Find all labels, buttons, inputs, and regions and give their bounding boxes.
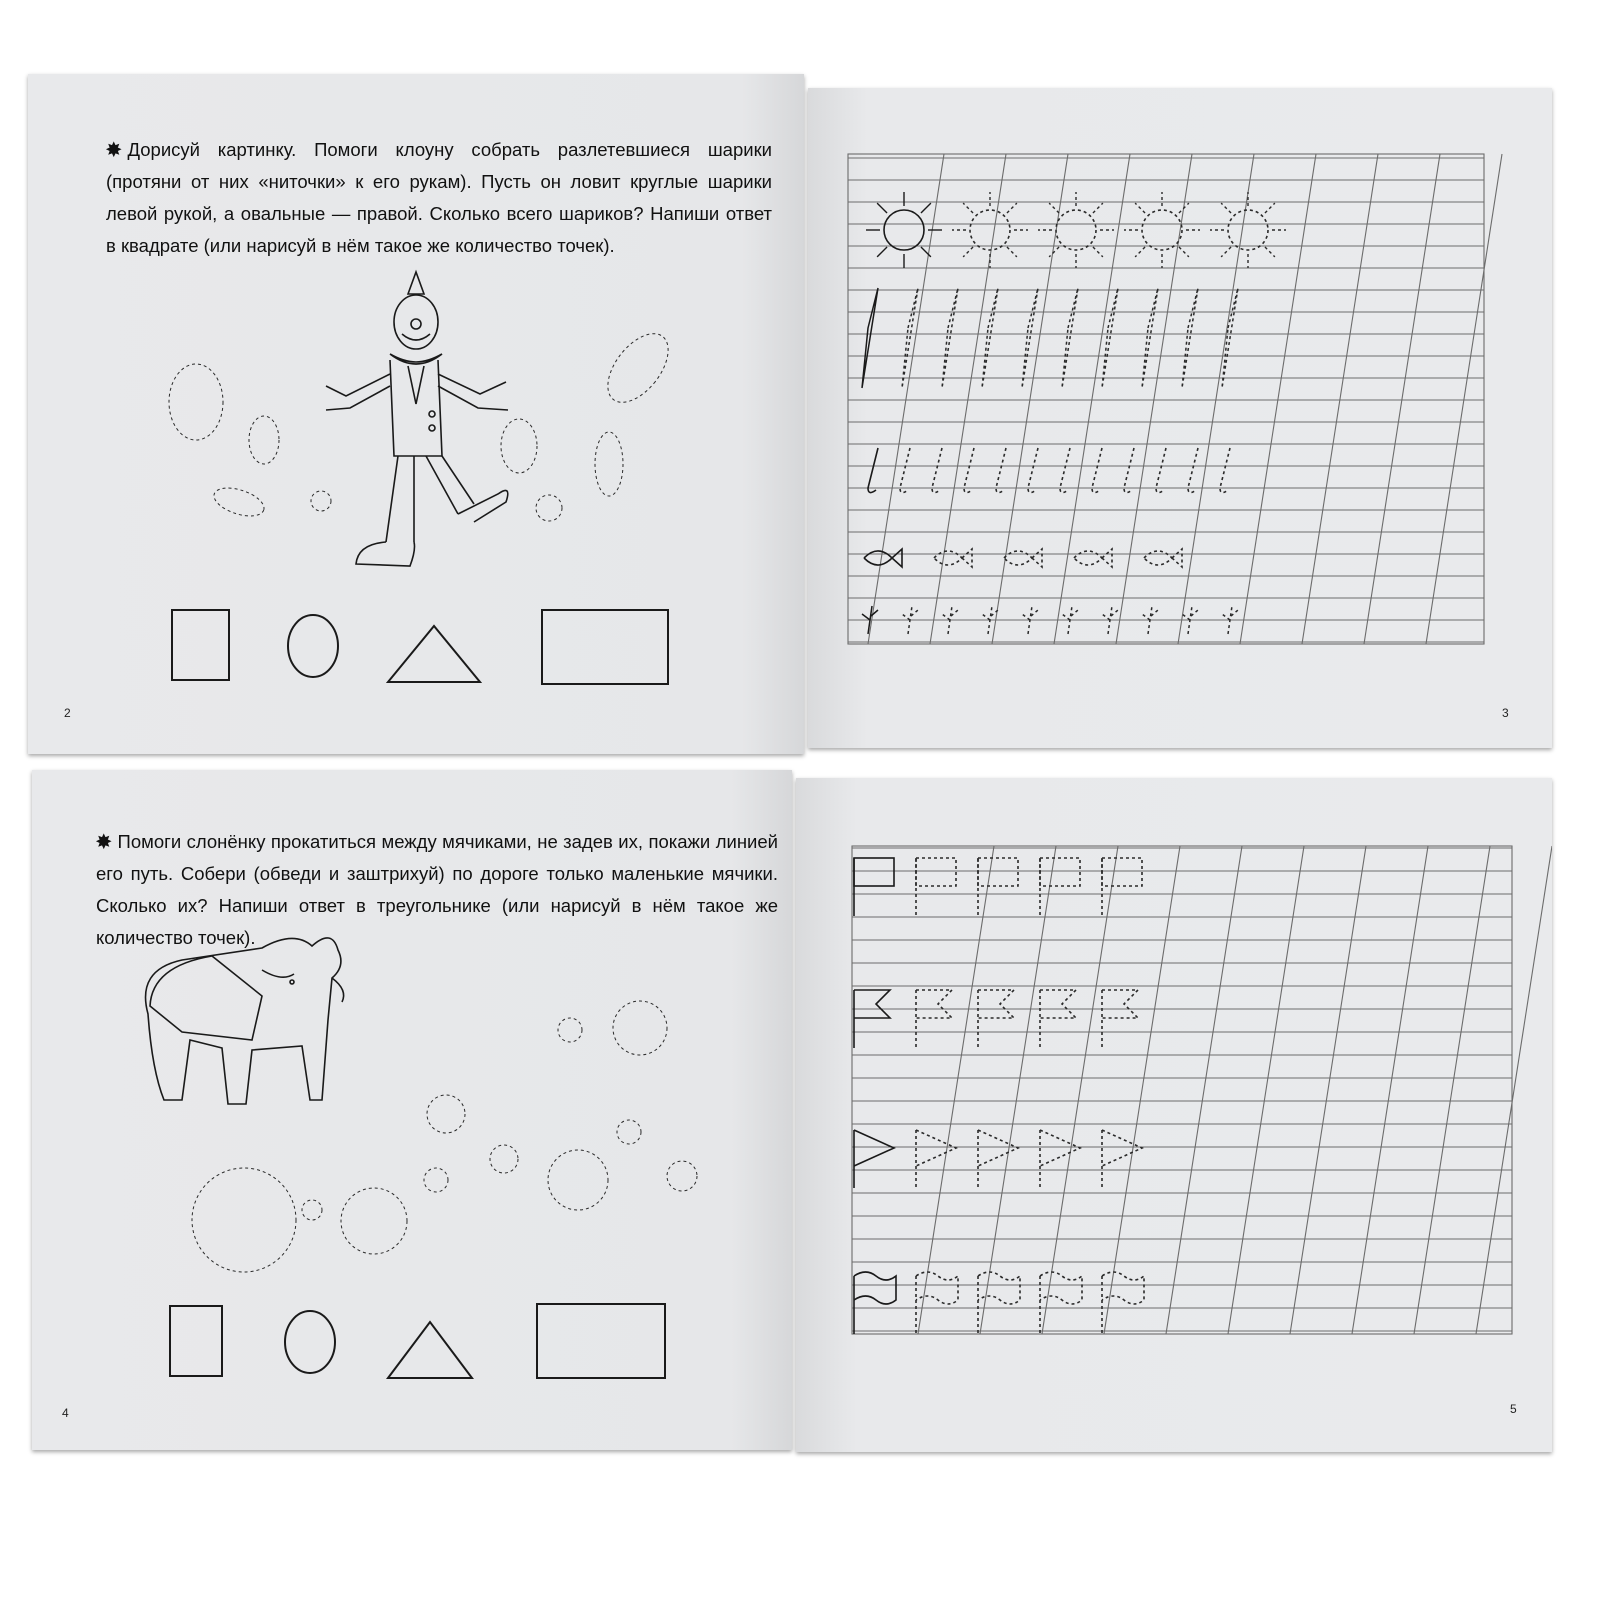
hook-stroke-icon[interactable] bbox=[1156, 448, 1166, 493]
ball-large-1[interactable] bbox=[341, 1188, 407, 1254]
ball-medium-2[interactable] bbox=[613, 1001, 667, 1055]
balloon-oval-6[interactable] bbox=[595, 432, 623, 496]
sun-icon bbox=[866, 192, 942, 268]
notched-flag-icon[interactable] bbox=[916, 990, 952, 1048]
copy-row-carrot bbox=[862, 288, 1238, 388]
carrot-icon[interactable] bbox=[942, 288, 958, 388]
notched-flag-icon[interactable] bbox=[978, 990, 1014, 1048]
copy-row-hook-stroke bbox=[868, 448, 1230, 493]
hook-stroke-icon[interactable] bbox=[1060, 448, 1070, 493]
task-marker: ✸ bbox=[106, 139, 122, 160]
square-flag-icon[interactable] bbox=[916, 858, 956, 916]
fish-icon[interactable] bbox=[1144, 549, 1182, 567]
hook-stroke-icon[interactable] bbox=[1220, 448, 1230, 493]
fish-icon[interactable] bbox=[1004, 549, 1042, 567]
balloon-oval-2[interactable] bbox=[249, 416, 279, 464]
ball-large-2[interactable] bbox=[548, 1150, 608, 1210]
notched-flag-icon bbox=[854, 990, 890, 1048]
hook-stroke-icon[interactable] bbox=[1124, 448, 1134, 493]
hook-stroke-icon[interactable] bbox=[964, 448, 974, 493]
carrot-icon bbox=[862, 288, 878, 388]
triangle-flag-icon bbox=[854, 1130, 894, 1188]
hook-stroke-icon[interactable] bbox=[1092, 448, 1102, 493]
hook-stroke-icon[interactable] bbox=[932, 448, 942, 493]
notched-flag-icon[interactable] bbox=[1102, 990, 1138, 1048]
answer-rectangle[interactable] bbox=[542, 610, 668, 684]
hook-stroke-icon[interactable] bbox=[1028, 448, 1038, 493]
balloon-oval-5[interactable] bbox=[501, 419, 537, 473]
carrot-icon[interactable] bbox=[1182, 288, 1198, 388]
wavy-flag-icon bbox=[854, 1272, 896, 1334]
triangle-flag-icon[interactable] bbox=[978, 1130, 1018, 1188]
ball-medium-1[interactable] bbox=[427, 1095, 465, 1133]
page-number: 2 bbox=[64, 706, 71, 720]
fish-icon[interactable] bbox=[934, 549, 972, 567]
ball-small-5[interactable] bbox=[617, 1120, 641, 1144]
carrot-icon[interactable] bbox=[1142, 288, 1158, 388]
carrot-icon[interactable] bbox=[982, 288, 998, 388]
sun-icon[interactable] bbox=[1210, 192, 1286, 268]
carrot-icon[interactable] bbox=[1022, 288, 1038, 388]
copy-row-sun bbox=[866, 192, 1286, 268]
copy-row-notched-flag bbox=[854, 990, 1138, 1048]
task-instructions: Помоги слонёнку прокатиться между мячиками, не задев их, покажи линией его путь. Собери (обведи и заштрихуй) по дороге только маленькие мячики. Сколько их? Напиши ответ в треугольнике (или нарисуй в нём такое же количество точек). bbox=[96, 831, 778, 948]
hook-stroke-icon[interactable] bbox=[1188, 448, 1198, 493]
answer-circle[interactable] bbox=[288, 615, 338, 677]
grid-lines bbox=[848, 154, 1502, 644]
answer-triangle[interactable] bbox=[388, 626, 480, 682]
elephant-illustration bbox=[32, 770, 792, 1410]
carrot-icon[interactable] bbox=[1062, 288, 1078, 388]
page-number: 5 bbox=[1510, 1402, 1517, 1416]
balloon-oval-1[interactable] bbox=[169, 364, 223, 440]
fish-icon[interactable] bbox=[1074, 549, 1112, 567]
carrot-icon[interactable] bbox=[1102, 288, 1118, 388]
notched-flag-icon[interactable] bbox=[1040, 990, 1076, 1048]
triangle-flag-icon[interactable] bbox=[916, 1130, 956, 1188]
ball-small-3[interactable] bbox=[490, 1145, 518, 1173]
grid-lines bbox=[852, 846, 1552, 1334]
hook-stroke-icon bbox=[868, 448, 878, 493]
page-4 bbox=[32, 770, 792, 1450]
copy-grid-bottom bbox=[796, 778, 1552, 1452]
ball-large-under-elephant[interactable] bbox=[192, 1168, 296, 1272]
ball-small-2[interactable] bbox=[424, 1168, 448, 1192]
page-number: 4 bbox=[62, 1406, 69, 1420]
copy-row-fish bbox=[864, 549, 1182, 567]
page-number: 3 bbox=[1502, 706, 1509, 720]
fish-icon bbox=[864, 549, 902, 567]
balloon-oval-3[interactable] bbox=[211, 483, 268, 522]
triangle-flag-icon[interactable] bbox=[1102, 1130, 1142, 1188]
balloon-round-1[interactable] bbox=[311, 491, 331, 511]
balloon-oval-4[interactable] bbox=[596, 323, 680, 413]
triangle-flag-icon[interactable] bbox=[1040, 1130, 1080, 1188]
task-marker: ✸ bbox=[96, 831, 112, 852]
copy-row-square-flag bbox=[854, 858, 1142, 916]
page-3 bbox=[808, 88, 1552, 748]
page-2 bbox=[28, 74, 804, 754]
task-instructions: Дорисуй картинку. Помоги клоуну собрать разлетевшиеся шарики (протяни от них «ниточки» к его рукам). Пусть он ловит круглые шарики левой рукой, а овальные — правой. Сколько всего шариков? Напиши ответ в квадрате (или нарисуй в нём такое же количество точек). bbox=[106, 139, 772, 256]
sun-icon[interactable] bbox=[1124, 192, 1200, 268]
ball-small-6[interactable] bbox=[667, 1161, 697, 1191]
copy-row-wavy-flag bbox=[854, 1272, 1144, 1334]
page-5 bbox=[796, 778, 1552, 1452]
answer-square[interactable] bbox=[172, 610, 229, 680]
clown-icon bbox=[326, 272, 508, 566]
hook-stroke-icon[interactable] bbox=[900, 448, 910, 493]
answer-triangle[interactable] bbox=[388, 1322, 472, 1378]
sun-icon[interactable] bbox=[1038, 192, 1114, 268]
copy-grid-top bbox=[808, 88, 1552, 748]
elephant-icon bbox=[146, 938, 344, 1104]
square-flag-icon bbox=[854, 858, 894, 916]
hook-stroke-icon[interactable] bbox=[996, 448, 1006, 493]
answer-square[interactable] bbox=[170, 1306, 222, 1376]
balloon-round-2[interactable] bbox=[536, 495, 562, 521]
sun-icon[interactable] bbox=[952, 192, 1028, 268]
ball-small-4[interactable] bbox=[558, 1018, 582, 1042]
carrot-icon[interactable] bbox=[1222, 288, 1238, 388]
answer-circle[interactable] bbox=[285, 1311, 335, 1373]
answer-rectangle[interactable] bbox=[537, 1304, 665, 1378]
clown-illustration bbox=[28, 74, 804, 634]
copy-row-triangle-flag bbox=[854, 1130, 1142, 1188]
ball-small-1[interactable] bbox=[302, 1200, 322, 1220]
